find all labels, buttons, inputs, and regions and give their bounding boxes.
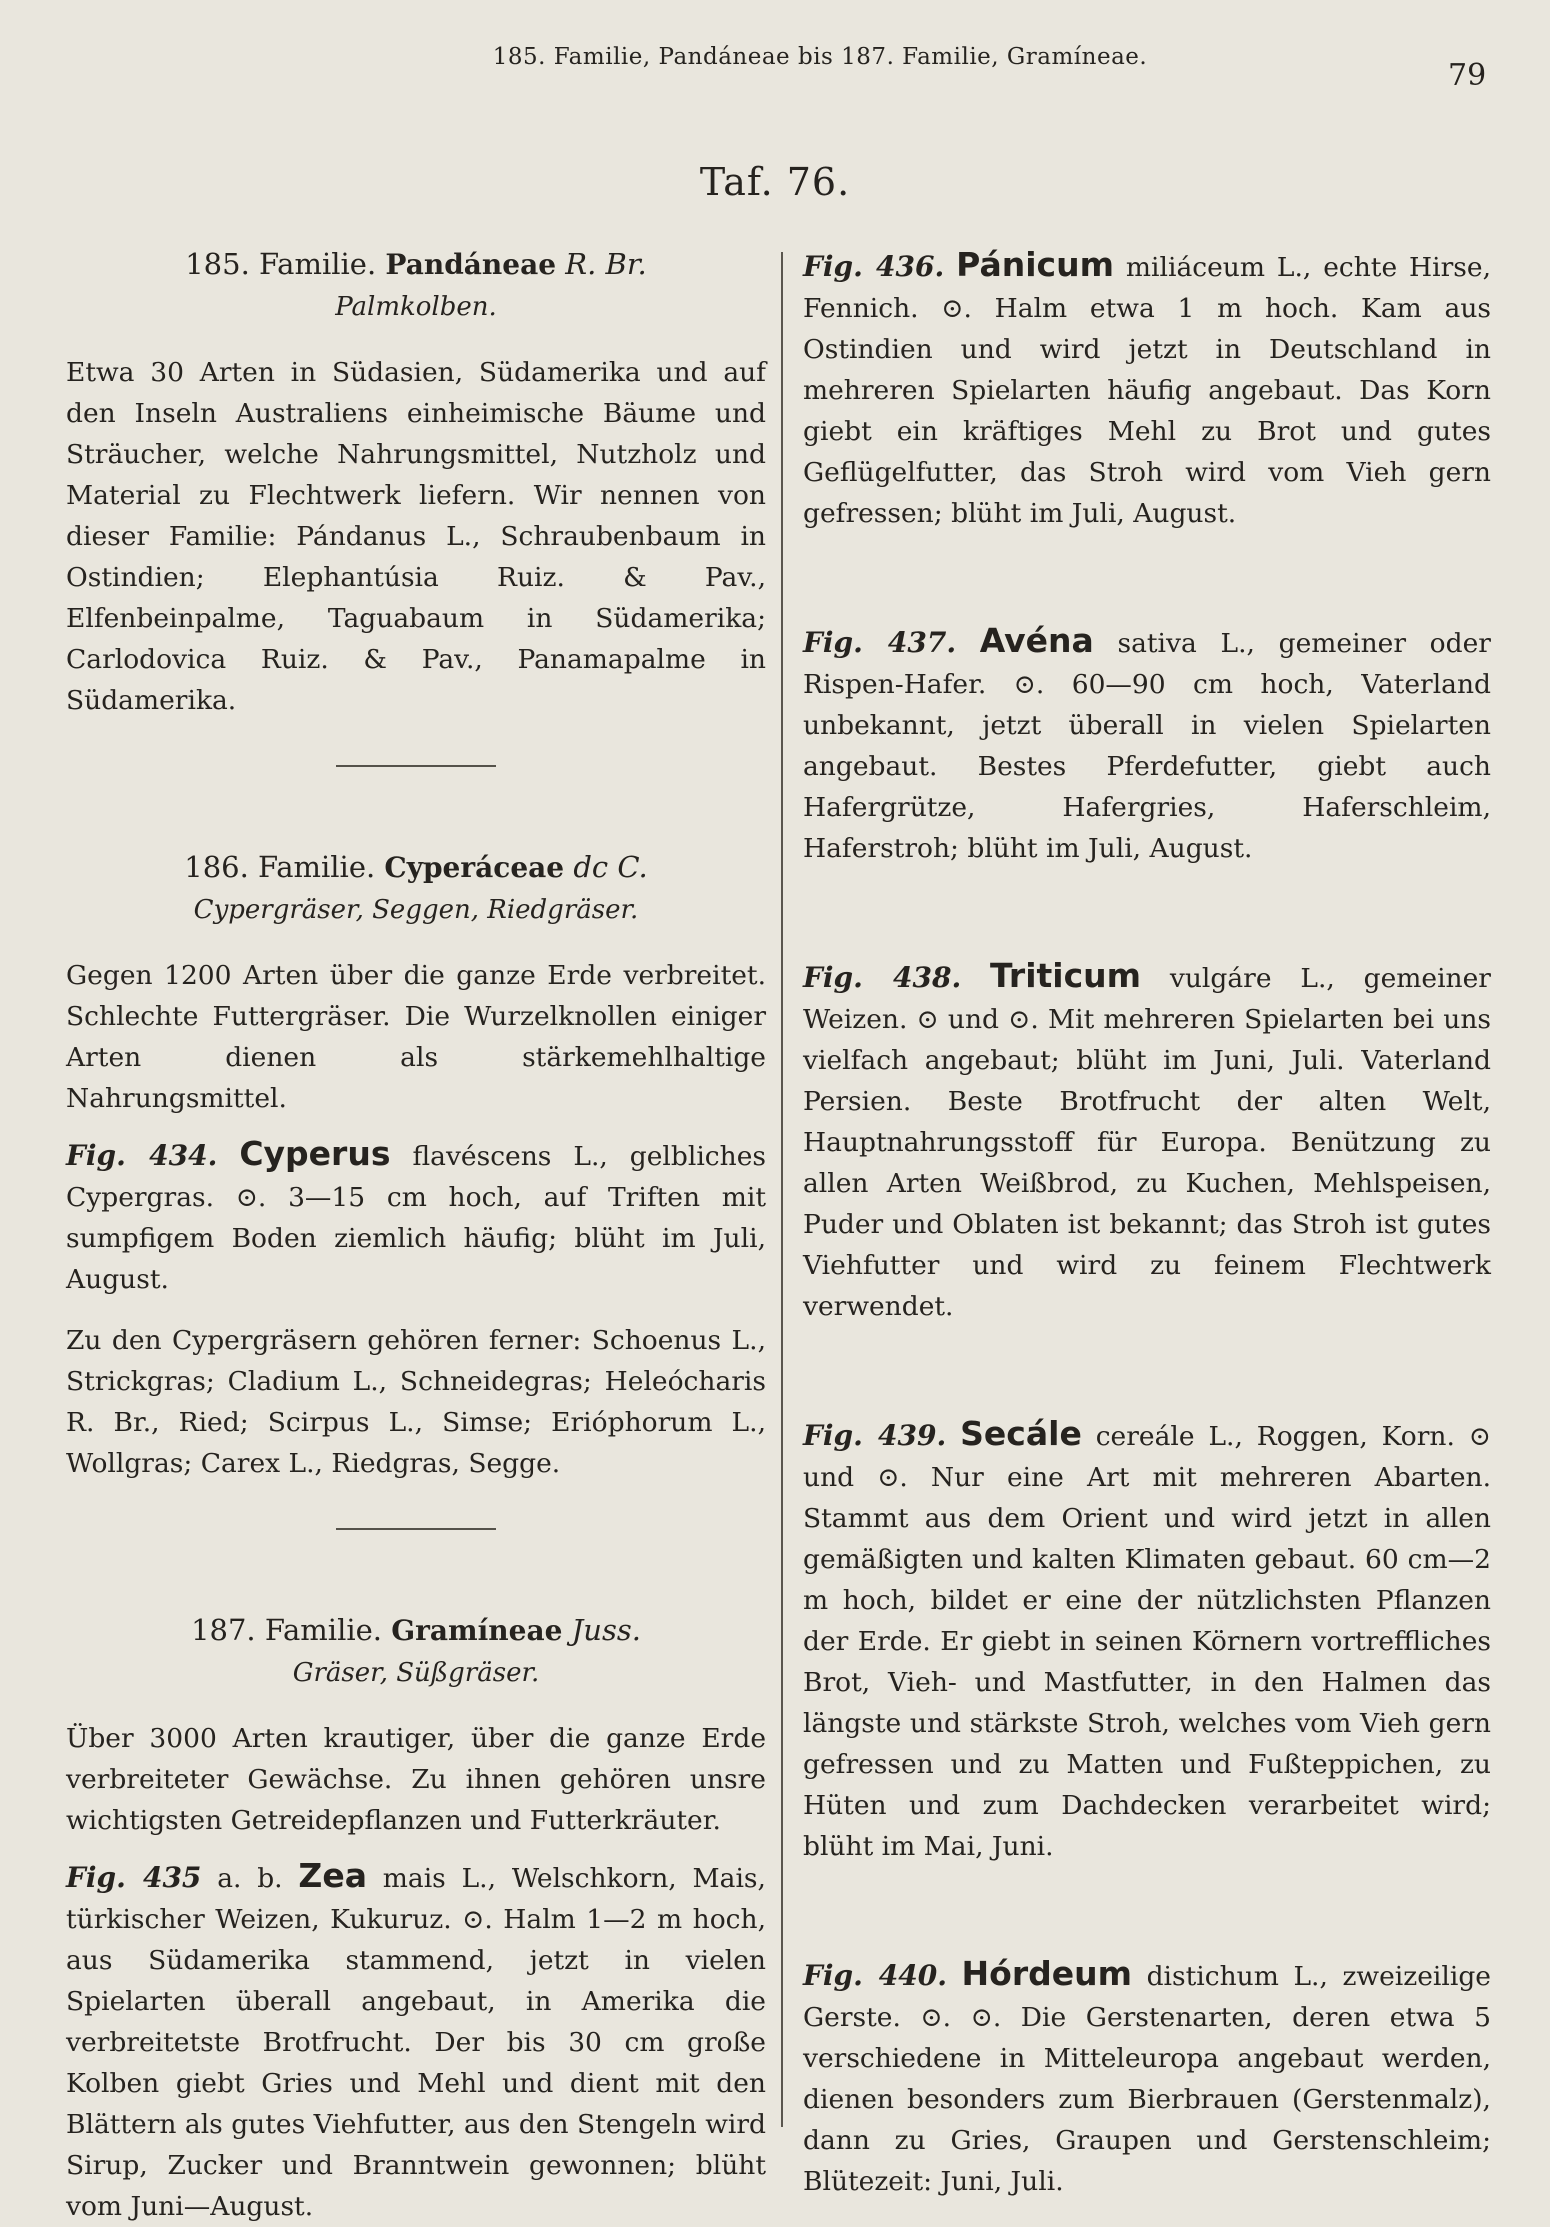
left-column [66, 244, 766, 2227]
figure-label: Fig. 437. [803, 626, 957, 659]
family-186 [66, 847, 766, 1484]
figure-entry-434 [66, 1133, 766, 1300]
family-common-name: Gräser, Süßgräser. [292, 1658, 540, 1688]
family-187 [66, 1610, 766, 2227]
family-number: 185. Familie. [185, 247, 377, 281]
plate-title: Taf. 76. [699, 160, 851, 204]
figure-description: sativa L., gemeiner oder Rispen-Hafer. ⊙. 60—90 cm hoch, Vaterland unbekannt, jetzt überall in vielen Spielarten angebaut. Bestes Pferdefutter, giebt auch Hafergrütze, Hafergries, Haferschleim, Haferstroh; blüht im Juli, August. [803, 628, 1491, 864]
family-author: R. Br. [565, 247, 647, 281]
figure-label: Fig. 439. [803, 1419, 947, 1452]
family-common-name: Palmkolben. [335, 292, 497, 322]
family-name: Cyperáceae [384, 851, 565, 884]
figure-entry-440 [803, 1953, 1491, 2202]
column-divider [781, 252, 783, 2127]
figure-entry-438 [803, 955, 1491, 1327]
family-185 [66, 244, 766, 721]
family-heading [66, 244, 766, 285]
genus-name: Hórdeum [961, 1954, 1132, 1993]
right-column [803, 244, 1491, 2202]
family-common-name: Cypergräser, Seggen, Riedgräser. [193, 895, 639, 925]
family-additional-genera: Zu den Cypergräsern gehören ferner: Schoenus L., Strickgras; Cladium L., Schneidegras; Heleócharis R. Br., Ried; Scirpus L., Simse; Erióphorum L., Wollgras; Carex L., Riedgras, Segge. [66, 1325, 766, 1479]
figure-label: Fig. 440. [803, 1959, 947, 1992]
figure-entry-436 [803, 244, 1491, 534]
family-description: Etwa 30 Arten in Südasien, Südamerika und auf den Inseln Australiens einheimische Bäume und Sträucher, welche Nahrungsmittel, Nutzholz und Material zu Flechtwerk liefern. Wir nennen von dieser Familie: Pándanus L., Schraubenbaum in Ostindien; Elephantúsia Ruiz. & Pav., Elfenbeinpalme, Taguabaum in Südamerika; Carlodovica Ruiz. & Pav., Panamapalme in Südamerika. [66, 357, 766, 716]
genus-name: Cyperus [239, 1134, 391, 1173]
genus-name: Pánicum [956, 245, 1114, 284]
figure-description: cereále L., Roggen, Korn. ⊙ und ⊙. Nur eine Art mit mehreren Abarten. Stammt aus dem Orient und wird jetzt in allen gemäßigten und kalten Klimaten gebaut. 60 cm—2 m hoch, bildet er eine der nützlichsten Pflanzen der Erde. Er giebt in seinen Körnern vortreffliches Brot, Vieh- und Mastfutter, in den Halmen das längste und stärkste Stroh, welches vom Vieh gern gefressen und zu Matten und Fußteppichen, zu Hüten und zum Dachdecken verarbeitet wird; blüht im Mai, Juni. [803, 1421, 1491, 1862]
figure-label: Fig. 434. [66, 1139, 218, 1172]
family-name: Pandáneae [385, 248, 557, 281]
figure-description: distichum L., zweizeilige Gerste. ⊙. ⊙. Die Gerstenarten, deren etwa 5 verschiedene in Mitteleuropa angebaut werden, dienen besonders zum Bierbrauen (Gerstenmalz), dann zu Gries, Graupen und Gerstenschleim; Blütezeit: Juni, Juli. [803, 1961, 1491, 2197]
section-divider [336, 765, 496, 767]
family-description: Über 3000 Arten krautiger, über die ganze Erde verbreiteter Gewächse. Zu ihnen gehören unsre wichtigsten Getreidepflanzen und Futterkräuter. [66, 1723, 766, 1836]
page-number: 79 [1448, 58, 1487, 93]
figure-description: vulgáre L., gemeiner Weizen. ⊙ und ⊙. Mit mehreren Spielarten bei uns vielfach angebaut; blüht im Juni, Juli. Vaterland Persien. Beste Brotfrucht der alten Welt, Hauptnahrungsstoff für Europa. Benützung zu allen Arten Weißbrod, zu Kuchen, Mehlspeisen, Puder und Oblaten ist bekannt; das Stroh ist gutes Viehfutter und wird zu feinem Flechtwerk verwendet. [803, 963, 1491, 1322]
family-heading [66, 1610, 766, 1651]
genus-name: Secále [960, 1414, 1082, 1453]
section-divider [336, 1528, 496, 1530]
figure-description: mais L., Welschkorn, Mais, türkischer Weizen, Kukuruz. ⊙. Halm 1—2 m hoch, aus Südamerika stammend, jetzt in vielen Spielarten überall angebaut, in Amerika die verbreitetste Brotfrucht. Der bis 30 cm große Kolben giebt Gries und Mehl und dient mit den Blättern als gutes Viehfutter, aus den Stengeln wird Sirup, Zucker und Branntwein gewonnen; blüht vom Juni—August. [66, 1863, 766, 2222]
figure-description: flavéscens L., gelbliches Cypergras. ⊙. 3—15 cm hoch, auf Triften mit sumpfigem Boden ziemlich häufig; blüht im Juli, August. [66, 1141, 766, 1295]
figure-label: Fig. 438. [803, 961, 962, 994]
family-heading [66, 847, 766, 888]
family-number: 186. Familie. [184, 850, 376, 884]
genus-name: Triticum [990, 956, 1142, 995]
family-name: Gramíneae [391, 1614, 563, 1647]
family-author: dc C. [573, 850, 648, 884]
family-number: 187. Familie. [191, 1613, 382, 1647]
figure-description: miliáceum L., echte Hirse, Fennich. ⊙. Halm etwa 1 m hoch. Kam aus Ostindien und wird jetzt in Deutschland in mehreren Spielarten häufig angebaut. Das Korn giebt ein kräftiges Mehl zu Brot und gutes Geflügelfutter, das Stroh wird vom Vieh gern gefressen; blüht im Juli, August. [803, 252, 1491, 529]
genus-name: Zea [298, 1856, 367, 1895]
figure-label: Fig. 435 [66, 1861, 202, 1894]
figure-entry-437 [803, 620, 1491, 869]
running-head: 185. Familie, Pandáneae bis 187. Familie, Gramíneae. [492, 44, 1148, 70]
family-author: Juss. [571, 1613, 641, 1647]
figure-entry-439 [803, 1413, 1491, 1867]
genus-name: Avéna [979, 621, 1094, 660]
figure-label: Fig. 436. [803, 250, 945, 283]
figure-sublabel: a. b. [217, 1863, 283, 1894]
family-description: Gegen 1200 Arten über die ganze Erde verbreitet. Schlechte Futtergräser. Die Wurzelknollen einiger Arten dienen als stärkemehlhaltige Nahrungsmittel. [66, 960, 766, 1114]
figure-entry-435 [66, 1855, 766, 2227]
